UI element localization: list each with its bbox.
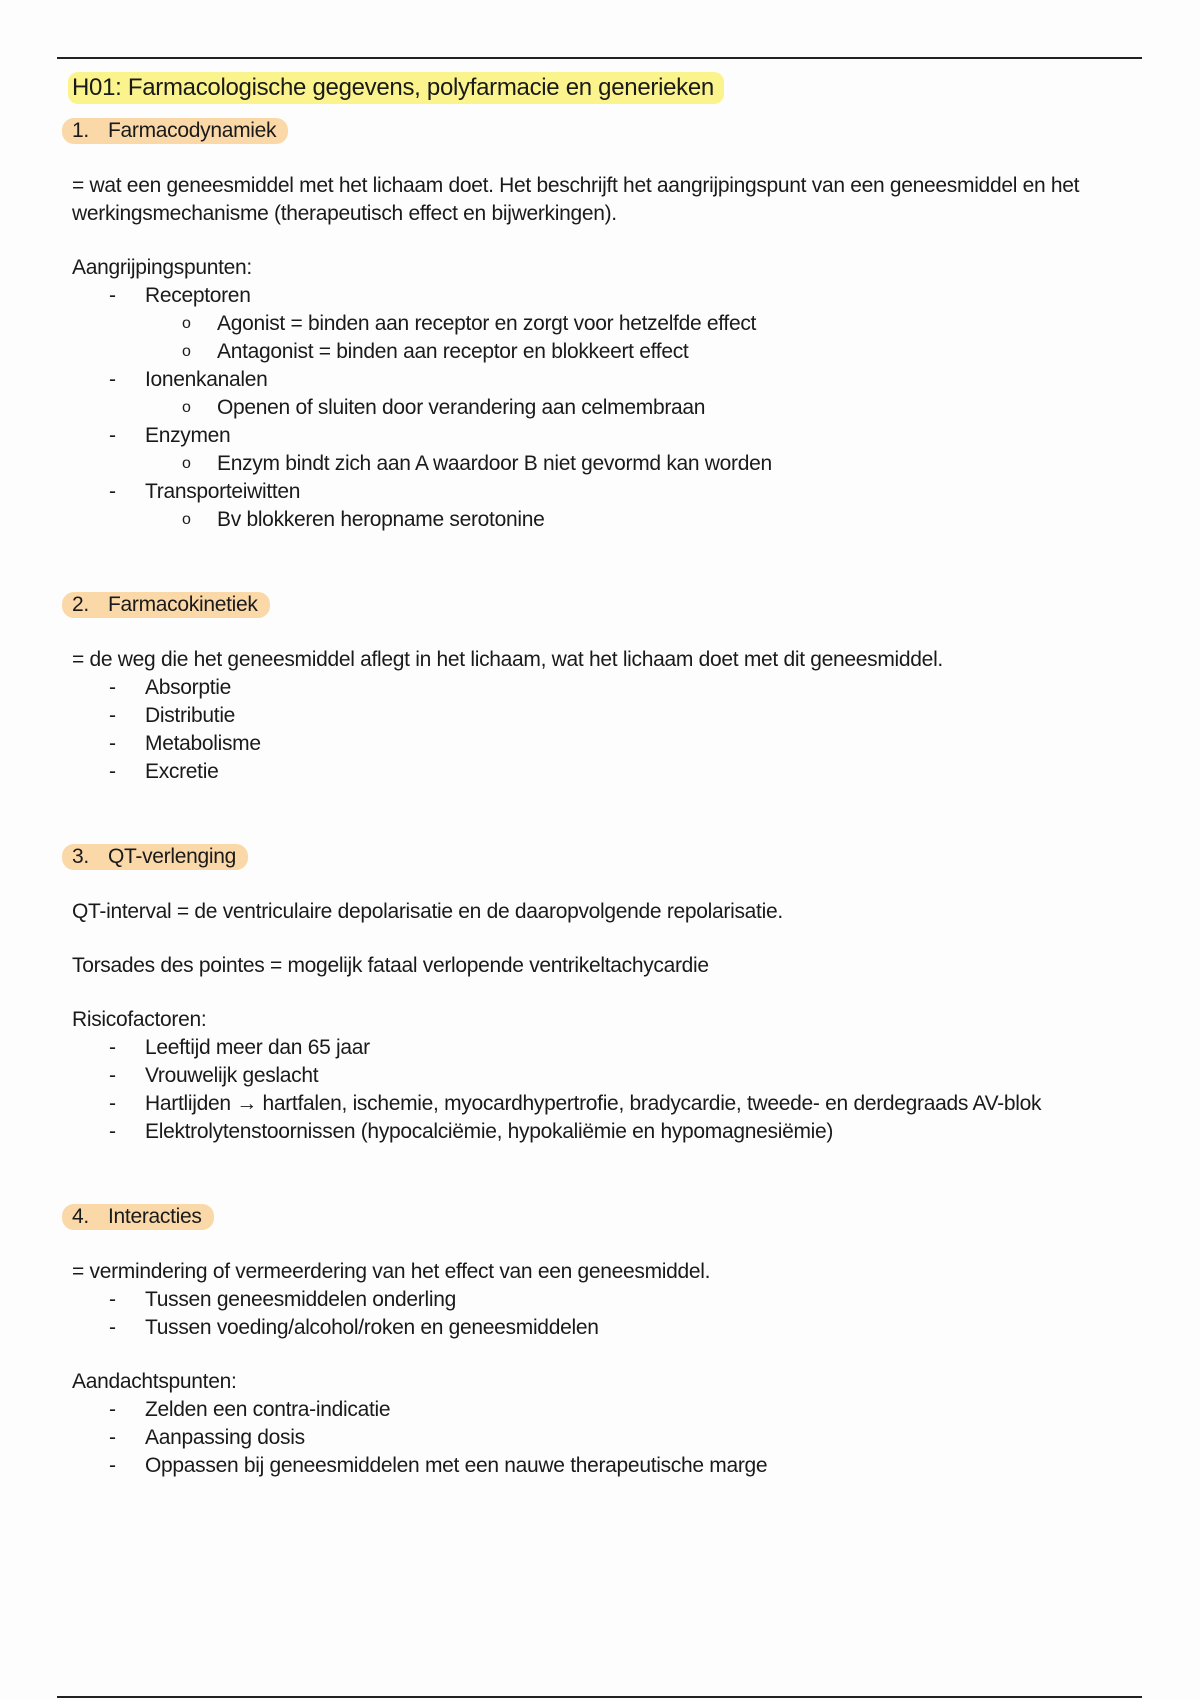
- sub-list-item: o Antagonist = binden aan receptor en blokkeert effect: [72, 338, 1132, 366]
- dash-bullet: -: [109, 1092, 116, 1115]
- dash-bullet: -: [109, 732, 116, 755]
- dash-bullet: -: [109, 704, 116, 727]
- section-title: QT-verlenging: [108, 845, 236, 868]
- section-heading: [62, 592, 270, 618]
- dash-bullet: -: [109, 1426, 116, 1449]
- list-item: - Distributie: [72, 702, 1132, 730]
- list-item: - Tussen voeding/alcohol/roken en geneesmiddelen: [72, 1314, 1132, 1342]
- dash-bullet: -: [109, 760, 116, 783]
- document-content: [72, 72, 1132, 1480]
- section-title: Farmacokinetiek: [108, 593, 258, 616]
- list-item: - Hartlijden → hartfalen, ischemie, myocardhypertrofie, bradycardie, tweede- en derdegraads AV-blok: [72, 1090, 1132, 1118]
- section-number: 2.: [72, 593, 89, 616]
- dash-bullet: -: [109, 1454, 116, 1477]
- section-number: 4.: [72, 1205, 89, 1228]
- bullet-list-2: [72, 1396, 1132, 1480]
- dash-bullet: -: [109, 284, 116, 307]
- bullet-list: [72, 282, 1132, 534]
- sublabel-text: Risicofactoren:: [72, 1008, 207, 1031]
- dash-bullet: -: [109, 1064, 116, 1087]
- definition-text: = de weg die het geneesmiddel aflegt in het lichaam, wat het lichaam doet met dit geneesmiddel.: [72, 648, 943, 671]
- sub-list-item: o Bv blokkeren heropname serotonine: [72, 506, 1132, 534]
- list-item: - Excretie: [72, 758, 1132, 786]
- section-title: Interacties: [108, 1205, 202, 1228]
- sub-list-item: o Agonist = binden aan receptor en zorgt voor hetzelfde effect: [72, 310, 1132, 338]
- circle-bullet: o: [182, 455, 191, 472]
- section-number: 1.: [72, 119, 89, 142]
- section-farmacodynamiek: [72, 118, 1132, 534]
- dash-bullet: -: [109, 1120, 116, 1143]
- sub-list-item: o Enzym bindt zich aan A waardoor B niet gevormd kan worden: [72, 450, 1132, 478]
- list-item: - Enzymen: [72, 422, 1132, 450]
- dash-bullet: -: [109, 1398, 116, 1421]
- section-heading: [62, 844, 248, 870]
- list-item: - Receptoren: [72, 282, 1132, 310]
- section-qt-verlenging: [72, 844, 1132, 1146]
- section-heading: [62, 1204, 214, 1230]
- circle-bullet: o: [182, 315, 191, 332]
- circle-bullet: o: [182, 343, 191, 360]
- list-item: - Oppassen bij geneesmiddelen met een nauwe therapeutische marge: [72, 1452, 1132, 1480]
- dash-bullet: -: [109, 676, 116, 699]
- definition-text: = wat een geneesmiddel met het lichaam doet. Het beschrijft het aangrijpingspunt van een geneesmiddel en het werkingsmechanisme (therapeutisch effect en bijwerkingen).: [72, 174, 1080, 225]
- dash-bullet: -: [109, 1288, 116, 1311]
- sublabel-text: Aandachtspunten:: [72, 1370, 237, 1393]
- dash-bullet: -: [109, 424, 116, 447]
- list-item: - Absorptie: [72, 674, 1132, 702]
- definition-text-2: Torsades des pointes = mogelijk fataal verlopende ventrikeltachycardie: [72, 954, 709, 977]
- list-item: - Ionenkanalen: [72, 366, 1132, 394]
- definition-text: QT-interval = de ventriculaire depolarisatie en de daaropvolgende repolarisatie.: [72, 900, 783, 923]
- sub-list-item: o Openen of sluiten door verandering aan celmembraan: [72, 394, 1132, 422]
- definition-text: = vermindering of vermeerdering van het effect van een geneesmiddel.: [72, 1260, 711, 1283]
- list-item: - Tussen geneesmiddelen onderling: [72, 1286, 1132, 1314]
- dash-bullet: -: [109, 1316, 116, 1339]
- list-item: - Elektrolytenstoornissen (hypocalciëmie, hypokaliëmie en hypomagnesiëmie): [72, 1118, 1132, 1146]
- list-item: - Vrouwelijk geslacht: [72, 1062, 1132, 1090]
- list-item: - Transporteiwitten: [72, 478, 1132, 506]
- bullet-list: [72, 1286, 1132, 1342]
- list-item: - Metabolisme: [72, 730, 1132, 758]
- list-item: - Zelden een contra-indicatie: [72, 1396, 1132, 1424]
- top-rule: [57, 57, 1142, 59]
- bullet-list: [72, 674, 1132, 786]
- list-item: - Aanpassing dosis: [72, 1424, 1132, 1452]
- bottom-rule: [57, 1696, 1142, 1698]
- circle-bullet: o: [182, 511, 191, 528]
- section-title: Farmacodynamiek: [108, 119, 277, 142]
- sublabel-text: Aangrijpingspunten:: [72, 256, 252, 279]
- dash-bullet: -: [109, 368, 116, 391]
- dash-bullet: -: [109, 1036, 116, 1059]
- section-interacties: [72, 1204, 1132, 1480]
- circle-bullet: o: [182, 399, 191, 416]
- section-farmacokinetiek: [72, 592, 1132, 786]
- section-heading: [62, 118, 288, 144]
- section-number: 3.: [72, 845, 89, 868]
- list-item: - Leeftijd meer dan 65 jaar: [72, 1034, 1132, 1062]
- dash-bullet: -: [109, 480, 116, 503]
- page-title: H01: Farmacologische gegevens, polyfarmacie en generieken: [68, 72, 724, 104]
- bullet-list: [72, 1034, 1132, 1146]
